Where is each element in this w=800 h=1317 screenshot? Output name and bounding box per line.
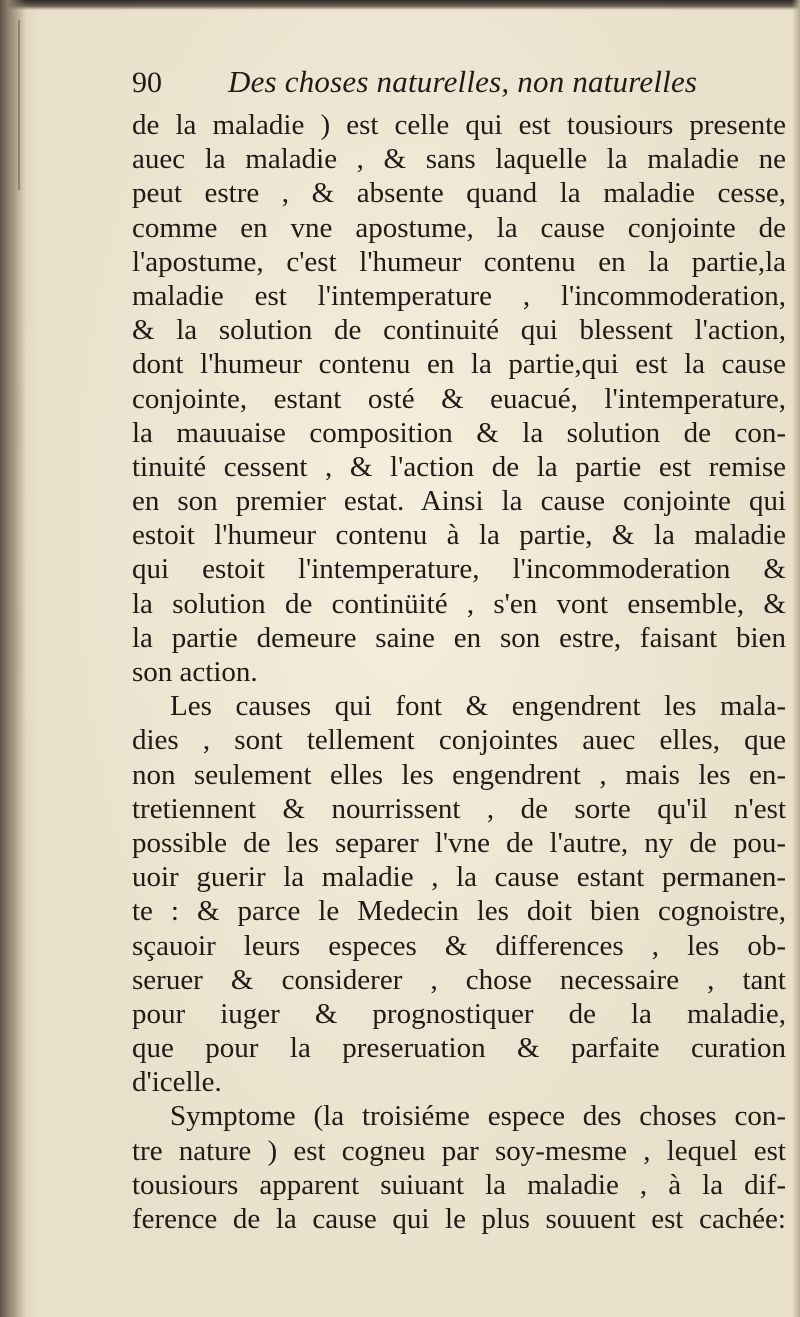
text-line: non seulement elles les engendrent , mais les en- bbox=[132, 758, 786, 791]
text-line: de la maladie ) est celle qui est tousiours presente bbox=[132, 109, 786, 141]
text-line: uoir guerir la maladie , la cause estant permanen- bbox=[132, 861, 786, 894]
page-right-edge bbox=[792, 0, 800, 1317]
text-line: tinuité cessent , & l'action de la partie est remise bbox=[132, 450, 786, 483]
text-line: Symptome (la troisiéme espece des choses con- bbox=[170, 1100, 786, 1133]
running-title: Des choses naturelles, non naturelles bbox=[228, 64, 698, 99]
text-line: peut estre , & absente quand la maladie cesse, bbox=[132, 177, 786, 210]
page-gutter-shadow bbox=[0, 0, 26, 1317]
text-line: ference de la cause qui le plus souuent est cachée: bbox=[132, 1203, 786, 1235]
page-top-shadow bbox=[0, 0, 800, 10]
text-line: estoit l'humeur contenu à la partie, & la maladie bbox=[132, 519, 786, 552]
text-line: tretiennent & nourrissent , de sorte qu'il n'est bbox=[132, 792, 786, 825]
text-line: en son premier estat. Ainsi la cause conjointe qui bbox=[132, 485, 786, 518]
text-line: Les causes qui font & engendrent les mala- bbox=[170, 690, 786, 723]
text-line: d'icelle. bbox=[132, 1066, 222, 1099]
text-line: que pour la preseruation & parfaite curation bbox=[132, 1032, 786, 1065]
text-line: la partie demeure saine en son estre, faisant bien bbox=[132, 621, 786, 654]
text-line: seruer & considerer , chose necessaire , tant bbox=[132, 963, 786, 996]
text-line: te : & parce le Medecin les doit bien cognoistre, bbox=[132, 895, 786, 928]
page-text bbox=[132, 108, 786, 1236]
binding-line bbox=[18, 20, 20, 190]
text-line: la mauuaise composition & la solution de con- bbox=[132, 416, 786, 449]
text-line: maladie est l'intemperature , l'incommoderation, bbox=[132, 279, 786, 312]
text-line: son action. bbox=[132, 656, 258, 688]
text-line: l'apostume, c'est l'humeur contenu en la partie,la bbox=[132, 245, 786, 278]
text-line: auec la maladie , & sans laquelle la maladie ne bbox=[132, 143, 786, 176]
text-line: pour iuger & prognostiquer de la maladie, bbox=[132, 997, 786, 1030]
paragraph-2 bbox=[132, 689, 786, 1099]
paragraph-1 bbox=[132, 108, 786, 689]
text-line: comme en vne apostume, la cause conjointe de bbox=[132, 211, 786, 244]
text-line: tre nature ) est cogneu par soy-mesme , lequel est bbox=[132, 1134, 786, 1167]
text-line: conjointe, estant osté & euacué, l'intemperature, bbox=[132, 382, 786, 415]
page-number: 90 bbox=[132, 66, 162, 99]
text-line: sçauoir leurs especes & differences , les ob- bbox=[132, 929, 786, 962]
page-header bbox=[132, 66, 772, 110]
paragraph-3 bbox=[132, 1099, 786, 1236]
text-line: & la solution de continuité qui blessent l'action, bbox=[132, 314, 786, 347]
text-line: qui estoit l'intemperature, l'incommoderation & bbox=[132, 553, 786, 586]
text-line: dies , sont tellement conjointes auec elles, que bbox=[132, 724, 786, 757]
text-line: dont l'humeur contenu en la partie,qui est la cause bbox=[132, 348, 786, 381]
text-line: tousiours apparent suiuant la maladie , à la dif- bbox=[132, 1168, 786, 1201]
text-line: la solution de continüité , s'en vont ensemble, & bbox=[132, 587, 786, 620]
text-line: possible de les separer l'vne de l'autre, ny de pou- bbox=[132, 826, 786, 859]
